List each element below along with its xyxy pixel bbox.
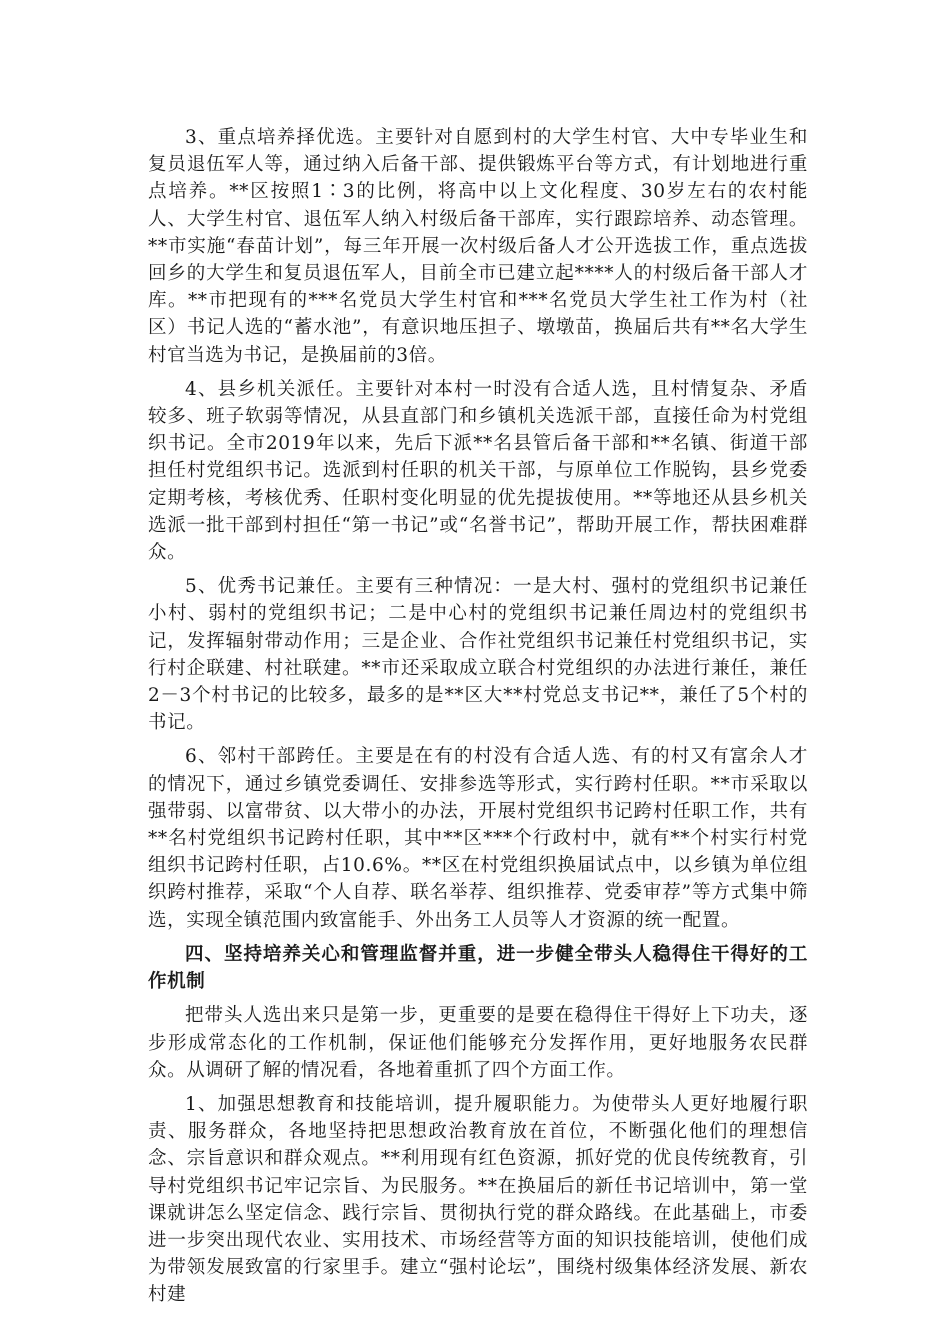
paragraph-6-cross-village: 6、邻村干部跨任。主要是在有的村没有合适人选、有的村又有富余人才的情况下，通过乡镇党委调任、安排参选等形式，实行跨村任职。**市采取以强带弱、以富带贫、以大带小的办法，开展村党组织书记跨村任职工作，共有**名村党组织书记跨村任职，其中**区***个行政村中，就有**个村实行村党组织书记跨村任职，占10.6%。**区在村党组织换届试点中，以乡镇为单位组织跨村推荐，采取“个人自荐、联名举荐、组织推荐、党委审荐”等方式集中筛选，实现全镇范围内致富能手、外出务工人员等人才资源的统一配置。 [148,746,808,931]
document-body [148,124,808,1316]
paragraph-1-education-training: 1、加强思想教育和技能培训，提升履职能力。为使带头人更好地履行职责、服务群众，各地坚持把思想政治教育放在首位，不断强化他们的理想信念、宗旨意识和群众观点。**利用现有红色资源，抓好党的优良传统教育，引导村党组织书记牢记宗旨、为民服务。**在换届后的新任书记培训中，第一堂课就讲怎么坚定信念、践行宗旨、贯彻执行党的群众路线。在此基础上，市委进一步突出现代农业、实用技术、市场经营等方面的知识技能培训，使他们成为带领发展致富的行家里手。建立“强村论坛”，围绕村级集体经济发展、新农村建 [148,1093,808,1306]
paragraph-section-intro: 把带头人选出来只是第一步，更重要的是要在稳得住干得好上下功夫，逐步形成常态化的工作机制，保证他们能够充分发挥作用，更好地服务农民群众。从调研了解的情况看，各地着重抓了四个方面工作。 [148,1005,808,1081]
paragraph-3-key-cultivation: 3、重点培养择优选。主要针对自愿到村的大学生村官、大中专毕业生和复员退伍军人等，通过纳入后备干部、提供锻炼平台等方式，有计划地进行重点培养。**区按照1∶3的比例，将高中以上文化程度、30岁左右的农村能人、大学生村官、退伍军人纳入村级后备干部库，实行跟踪培养、动态管理。**市实施“春苗计划”，每三年开展一次村级后备人才公开选拔工作，重点选拔回乡的大学生和复员退伍军人，目前全市已建立起****人的村级后备干部人才库。**市把现有的***名党员大学生村官和***名党员大学生社工作为村（社区）书记人选的“蓄水池”，有意识地压担子、墩墩苗，换届后共有**名大学生村官当选为书记，是换届前的3倍。 [148,127,808,366]
paragraph-4-agency-appointment: 4、县乡机关派任。主要针对本村一时没有合适人选，且村情复杂、矛盾较多、班子软弱等情况，从县直部门和乡镇机关选派干部，直接任命为村党组织书记。全市2019年以来，先后下派**名县管后备干部和**名镇、街道干部担任村党组织书记。选派到村任职的机关干部，与原单位工作脱钩，县乡党委定期考核，考核优秀、任职村变化明显的优先提拔使用。**等地还从县乡机关选派一批干部到村担任“第一书记”或“名誉书记”，帮助开展工作，帮扶困难群众。 [148,378,808,564]
paragraph-5-concurrent-secretary: 5、优秀书记兼任。主要有三种情况：一是大村、强村的党组织书记兼任小村、弱村的党组织书记；二是中心村的党组织书记兼任周边村的党组织书记，发挥辐射带动作用；三是企业、合作社党组织书记兼任村党组织书记，实行村企联建、村社联建。**市还采取成立联合村党组织的办法进行兼任，兼任2－3个村书记的比较多，最多的是**区大**村党总支书记**，兼任了5个村的书记。 [148,576,808,734]
section-heading-4: 四、坚持培养关心和管理监督并重，进一步健全带头人稳得住干得好的工作机制 [148,943,808,993]
